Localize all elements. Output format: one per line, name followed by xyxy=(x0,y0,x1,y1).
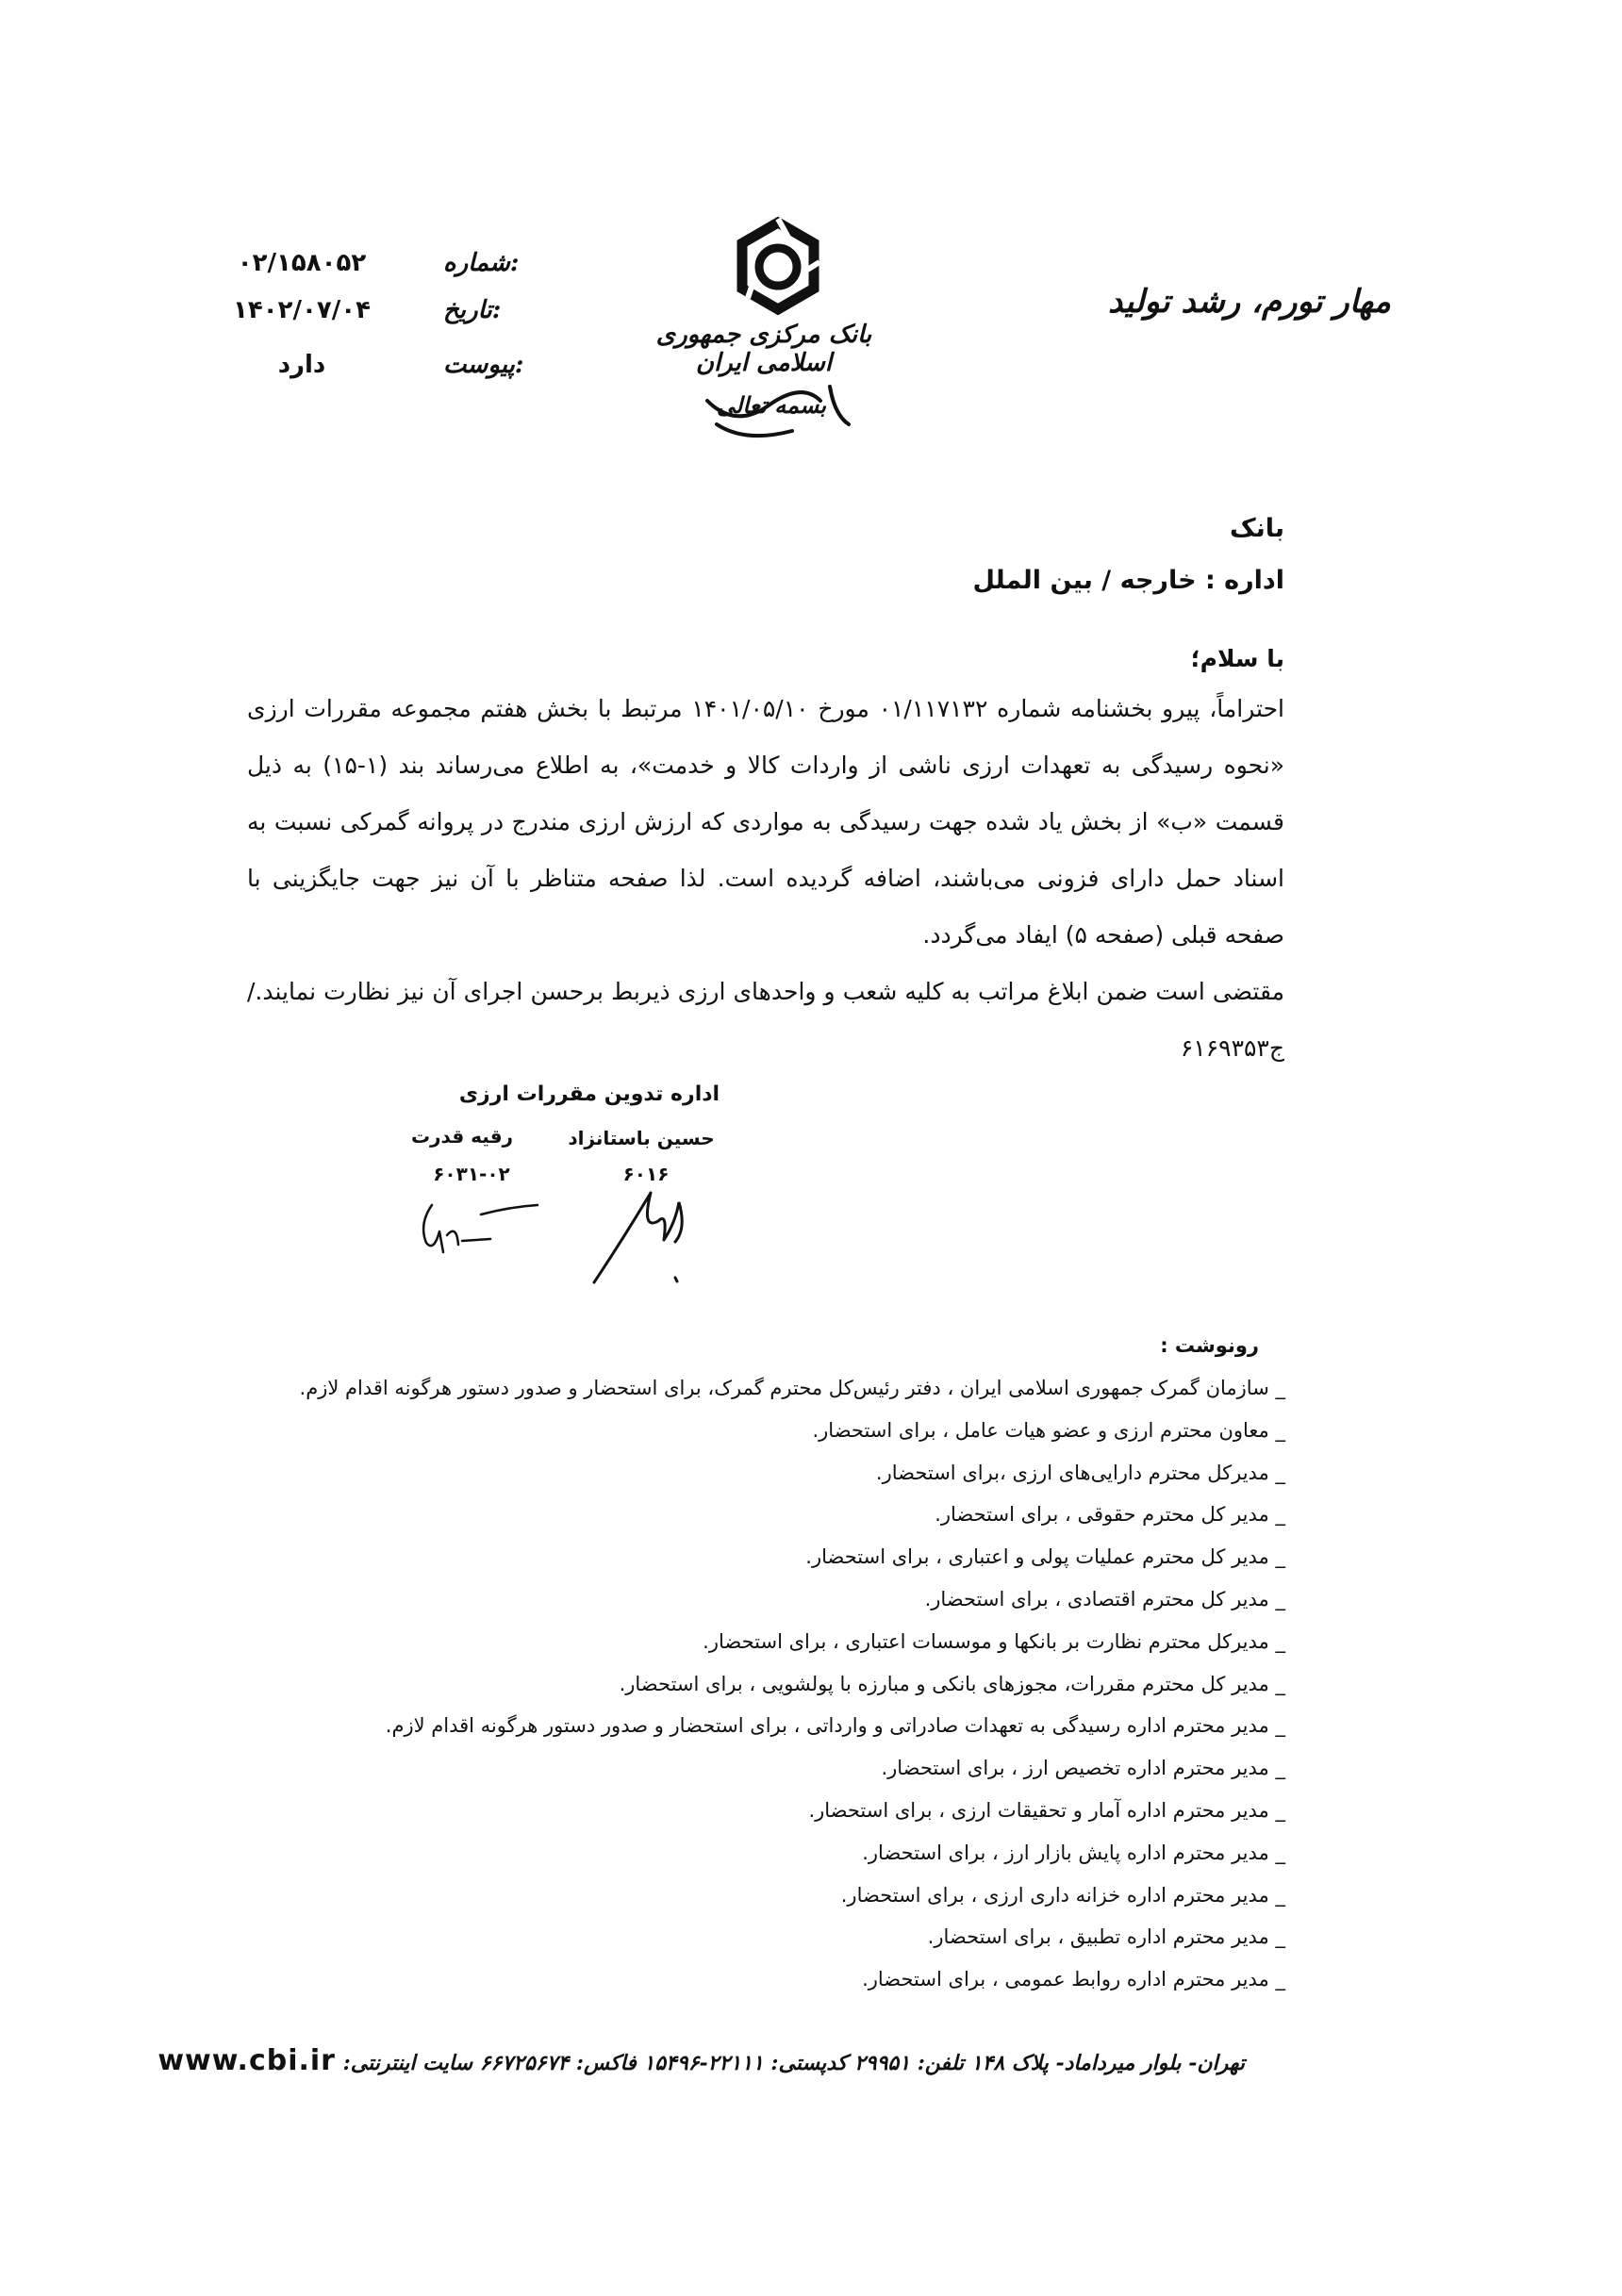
addressee-department: اداره : خارجه / بین الملل xyxy=(972,566,1284,595)
letter-number: ۰۲/۱۵۸۰۵۲ xyxy=(237,249,367,277)
cc-item: _ مدیر محترم اداره تطبیق ، برای استحضار. xyxy=(248,1916,1285,1958)
letter-number-label: شماره: xyxy=(443,249,520,277)
signature-stroke-icon xyxy=(585,1183,698,1287)
footer-website: www.cbi.ir xyxy=(157,2044,336,2077)
cc-item: _ مدیر محترم اداره خزانه داری ارزی ، برای استحضار. xyxy=(248,1875,1285,1917)
cc-item: _ مدیر محترم اداره رسیدگی به تعهدات صادراتی و وارداتی ، برای استحضار و صدور دستور هرگونه اقدام لازم. xyxy=(248,1705,1285,1747)
cbi-logo-icon xyxy=(721,215,835,328)
signer-2-name: حسین باستانزاد xyxy=(568,1127,715,1149)
motto-calligraphy xyxy=(679,372,868,448)
cc-item: _ مدیر کل محترم حقوقی ، برای استحضار. xyxy=(248,1494,1285,1536)
signer-2-code: ۶۰۱۶ xyxy=(622,1163,670,1185)
footer-address: تهران- بلوار میرداماد- پلاک ۱۴۸ تلفن: ۲۹۹۵۱ کدپستی: ۲۲۱۱۱-۱۵۴۹۶ فاکس: ۶۶۷۲۵۶۷۴ سایت اینترنتی: xyxy=(342,2051,1245,2075)
letter-date: ۱۴۰۲/۰۷/۰۴ xyxy=(233,296,371,324)
cc-item: _ مدیر کل محترم عملیات پولی و اعتباری ، برای استحضار. xyxy=(248,1536,1285,1578)
footer-contact xyxy=(157,2044,1245,2077)
letter-attachment-label: پیوست: xyxy=(443,351,524,379)
signature-stroke-icon xyxy=(415,1196,547,1262)
addressee-bank: بانک xyxy=(1229,514,1284,543)
letter-attachment: دارد xyxy=(277,351,326,379)
motto-text: بسمه تعالی xyxy=(717,391,827,419)
cc-item: _ مدیر کل محترم مقررات، مجوزهای بانکی و مبارزه با پولشویی ، برای استحضار. xyxy=(248,1663,1285,1706)
letter-date-label: تاریخ: xyxy=(443,296,502,324)
cc-item: _ مدیر محترم اداره تخصیص ارز ، برای استحضار. xyxy=(248,1747,1285,1790)
letter-meta xyxy=(0,240,566,382)
cc-item: _ مدیر محترم اداره پایش بازار ارز ، برای استحضار. xyxy=(248,1832,1285,1875)
cc-item: _ مدیرکل محترم نظارت بر بانکها و موسسات اعتباری ، برای استحضار. xyxy=(248,1621,1285,1663)
cc-item: _ سازمان گمرک جمهوری اسلامی ایران ، دفتر رئیس‌کل محترم گمرک، برای استحضار و صدور دستور هرگونه اقدام لازم. xyxy=(248,1367,1285,1410)
cc-item: _ معاون محترم ارزی و عضو هیات عامل ، برای استحضار. xyxy=(248,1410,1285,1452)
signer-1-code: ۶۰۳۱-۰۲ xyxy=(433,1163,510,1185)
body-paragraph-1: احتراماً، پیرو بخشنامه شماره ۰۱/۱۱۷۱۳۲ مورخ ۱۴۰۱/۰۵/۱۰ مرتبط با بخش هفتم مجموعه مقررات ارزی «نحوه رسیدگی به تعهدات ارزی ناشی از واردات کالا و خدمت»، به اطلاع می‌رساند بند (۱-۱۵) به ذیل قسمت «ب» از بخش یاد شده جهت رسیدگی به مواردی که ارزش ارزی مندرج در پروانه گمرکی نسبت به اسناد حمل دارای فزونی می‌باشند، اضافه گردیده است. لذا صفحه متناظر با آن نیز جهت جایگزینی با صفحه قبلی (صفحه ۵) ایفاد می‌گردد. xyxy=(247,695,1284,949)
greeting: با سلام؛ xyxy=(1190,645,1284,672)
header-slogan: مهار تورم، رشد تولید xyxy=(1108,283,1391,321)
cc-item: _ مدیرکل محترم دارایی‌های ارزی ،برای استحضار. xyxy=(248,1452,1285,1495)
signer-1-name: رقیه قدرت xyxy=(410,1125,514,1148)
cc-item: _ مدیر محترم اداره آمار و تحقیقات ارزی ، برای استحضار. xyxy=(248,1790,1285,1832)
cc-title: رونوشت : xyxy=(1160,1334,1259,1357)
bank-name: بانک مرکزی جمهوری اسلامی ایران xyxy=(655,321,872,377)
cc-item: _ مدیر محترم اداره روابط عمومی ، برای استحضار. xyxy=(248,1958,1285,2001)
cc-item: _ مدیر کل محترم اقتصادی ، برای استحضار. xyxy=(248,1578,1285,1621)
body-paragraph-2: مقتضی است ضمن ابلاغ مراتب به کلیه شعب و واحدهای ارزی ذیربط برحسن اجرای آن نیز نظارت نمایند./ج۶۱۶۹۳۵۳ xyxy=(247,978,1284,1062)
signing-department: اداره تدوین مقررات ارزی xyxy=(458,1082,720,1106)
cc-list xyxy=(248,1367,1285,2001)
